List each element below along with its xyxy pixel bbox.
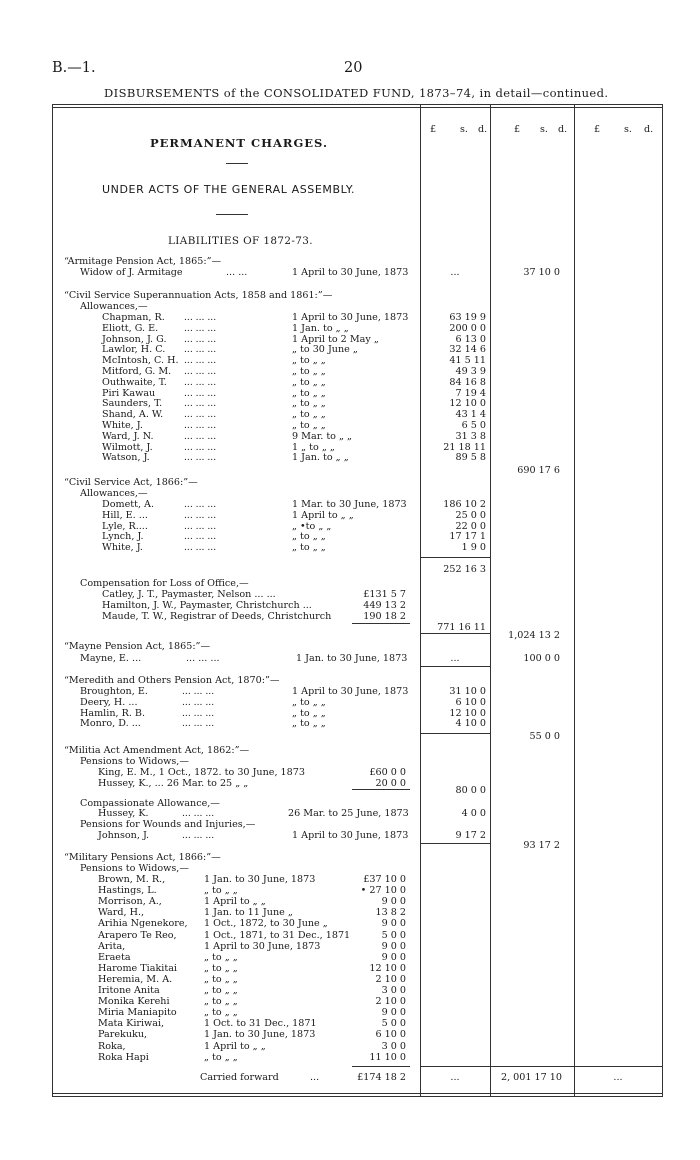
col3-divider xyxy=(574,104,575,1097)
carried-forward-col3: ... xyxy=(613,1072,623,1083)
pensioner-name: Morrison, A., xyxy=(98,896,162,908)
pension-period: 1 April to 2 May „ xyxy=(292,333,379,345)
compensation-amount: £131 5 7 xyxy=(363,589,406,600)
compassionate-label: Compassionate Allowance,— xyxy=(80,798,220,809)
pension-amount: 17 17 1 xyxy=(449,531,486,543)
pension-period: „ to „ „ xyxy=(292,409,326,421)
leader-dots: ... ... ... xyxy=(184,312,217,323)
militia-rule xyxy=(420,843,490,844)
pension-amount: 31 3 8 xyxy=(455,430,486,442)
pension-period: „ to „ „ xyxy=(292,366,326,377)
carried-forward-inner: £174 18 2 xyxy=(357,1072,406,1083)
leader-dots: ... ... ... xyxy=(184,509,217,521)
leader-dots: ... ... ... xyxy=(184,441,217,453)
pensioner-name: Ward, J. N. xyxy=(102,430,154,442)
pension-period: 1 Jan. to „ „ xyxy=(292,452,349,464)
pensioner-name: Roka Hapi xyxy=(98,1051,149,1063)
pension-amount: 43 1 4 xyxy=(455,409,486,421)
pension-amount: 49 3 9 xyxy=(455,366,486,377)
civil-1866-total: 1,024 13 2 xyxy=(508,630,560,641)
pension-amount: 11 10 0 xyxy=(369,1051,406,1063)
militia-widow-amount: 20 0 0 xyxy=(375,778,406,789)
pension-amount: 13 8 2 xyxy=(375,907,406,919)
pensioner-name: Chapman, R. xyxy=(102,312,165,323)
col1-pence: d. xyxy=(478,124,488,135)
militia-widow-total: 80 0 0 xyxy=(455,785,486,796)
leader-dots: ... ... ... xyxy=(184,387,217,399)
pension-period: „ to „ „ xyxy=(204,996,238,1008)
pension-period: „ to „ „ xyxy=(292,355,326,367)
heading-rule-2 xyxy=(216,214,248,215)
pension-period: 1 Oct., 1871, to 31 Dec., 1871 xyxy=(204,929,351,941)
table-bottom-rule xyxy=(52,1093,662,1094)
wounds-amount: 9 17 2 xyxy=(455,830,486,841)
compensation-entry: Maude, T. W., Registrar of Deeds, Christchurch xyxy=(102,610,332,622)
carried-forward-label: Carried forward xyxy=(200,1072,279,1083)
page-title: DISBURSEMENTS of the CONSOLIDATED FUND, 1873–74, in detail—continued. xyxy=(104,86,609,100)
pensioner-name: Arihia Ngenekore, xyxy=(98,918,188,930)
wounds-name: Johnson, J. xyxy=(98,830,150,841)
mayne-dots: ... ... ... xyxy=(186,653,220,664)
military-widows: Pensions to Widows,— xyxy=(80,863,189,874)
pension-period: „ to „ „ xyxy=(292,387,326,399)
pensioner-name: Ward, H., xyxy=(98,907,145,919)
carried-forward-dots: ... xyxy=(310,1072,320,1083)
pension-period: „ to „ „ xyxy=(292,398,326,410)
leader-dots: ... ... ... xyxy=(182,696,215,708)
meredith-rule xyxy=(420,733,490,734)
leader-dots: ... ... ... xyxy=(184,366,217,377)
mayne-period: 1 Jan. to 30 June, 1873 xyxy=(296,653,408,664)
pension-period: 1 Jan. to „ „ xyxy=(292,322,349,334)
armitage-act: “Armitage Pension Act, 1865:”— xyxy=(64,256,222,267)
table-top-rule xyxy=(52,104,662,105)
col1-shillings: s. xyxy=(460,124,468,135)
pension-period: „ to „ „ xyxy=(292,718,326,730)
pension-amount: 9 0 0 xyxy=(381,896,406,908)
col2-pence: d. xyxy=(558,124,568,135)
civil-1866-act: “Civil Service Act, 1866:”— xyxy=(64,477,198,488)
armitage-col2: 37 10 0 xyxy=(523,267,560,278)
liabilities-heading: LIABILITIES OF 1872-73. xyxy=(168,235,314,247)
pensioner-name: Brown, M. R., xyxy=(98,874,166,885)
pensioner-name: Eliott, G. E. xyxy=(102,322,159,334)
pensioner-name: Lawlor, H. C. xyxy=(102,344,166,356)
civil-1866-allowances: Allowances,— xyxy=(80,488,148,499)
pensioner-name: Heremia, M. A. xyxy=(98,973,173,985)
pension-period: 9 Mar. to „ „ xyxy=(292,430,352,442)
pension-amount: 9 0 0 xyxy=(381,918,406,930)
civil-super-allowances: Allowances,— xyxy=(80,301,148,312)
pension-amount: 32 14 6 xyxy=(449,344,486,356)
pension-period: „ to „ „ xyxy=(204,1007,238,1019)
military-act: “Military Pensions Act, 1866:”— xyxy=(64,852,221,863)
civil-1866-rule-2 xyxy=(420,633,490,634)
militia-widow-row: King, E. M., 1 Oct., 1872. to 30 June, 1873 xyxy=(98,767,305,778)
pension-period: „ to „ „ xyxy=(204,962,238,974)
militia-total: 93 17 2 xyxy=(523,840,560,851)
pensioner-name: Hastings, L. xyxy=(98,885,157,897)
pension-amount: 12 10 0 xyxy=(449,707,486,719)
document-code: B.—1. xyxy=(52,60,96,76)
civil-super-act: “Civil Service Superannuation Acts, 1858 and 1861:”— xyxy=(64,290,333,301)
armitage-col1: ... xyxy=(450,267,460,278)
pension-period: „ to „ „ xyxy=(292,531,326,543)
pensioner-name: Arapero Te Reo, xyxy=(98,929,177,941)
col3-pence: d. xyxy=(644,124,654,135)
pensioner-name: Lynch, J. xyxy=(102,531,144,543)
pension-amount: 4 10 0 xyxy=(455,718,486,730)
militia-widow-rule xyxy=(352,789,410,790)
compassionate-name: Hussey, K. xyxy=(98,808,149,819)
wounds-dots: ... ... ... xyxy=(182,830,215,841)
pensioner-name: Iritone Anita xyxy=(98,985,160,996)
leader-dots: ... ... ... xyxy=(184,542,217,554)
pension-amount: 6 10 0 xyxy=(455,696,486,708)
militia-widow-amount: £60 0 0 xyxy=(369,767,406,778)
pensioner-name: Deery, H. ... xyxy=(80,696,138,708)
pension-amount: 7 19 4 xyxy=(455,387,486,399)
pension-amount: 1 9 0 xyxy=(461,542,486,554)
pensioner-name: Piri Kawau xyxy=(102,387,156,399)
footer-rule xyxy=(420,1066,662,1067)
pension-amount: 2 10 0 xyxy=(375,996,406,1008)
heading-rule-1 xyxy=(226,163,248,164)
pension-amount: 89 5 8 xyxy=(455,452,486,464)
pension-amount: 6 5 0 xyxy=(461,420,486,431)
leader-dots: ... ... ... xyxy=(184,355,217,367)
pensioner-name: Watson, J. xyxy=(102,452,150,464)
armitage-period: 1 April to 30 June, 1873 xyxy=(292,267,409,278)
carried-forward-col1: ... xyxy=(450,1072,460,1083)
pension-period: 1 Jan. to 30 June, 1873 xyxy=(204,1029,316,1041)
pension-amount: 2 10 0 xyxy=(375,973,406,985)
leader-dots: ... ... ... xyxy=(184,376,217,388)
leader-dots: ... ... ... xyxy=(184,409,217,421)
pension-period: 1 April to 30 June, 1873 xyxy=(204,940,321,952)
pension-period: 1 April to 30 June, 1873 xyxy=(292,686,409,697)
pensioner-name: Wilmott, J. xyxy=(102,441,153,453)
pension-period: 1 Jan. to 30 June, 1873 xyxy=(204,874,316,885)
pension-amount: 5 0 0 xyxy=(381,929,406,941)
compensation-entry: Hamilton, J. W., Paymaster, Christchurch ... xyxy=(102,599,312,611)
pensioner-name: Shand, A. W. xyxy=(102,409,164,421)
pensioner-name: Miria Maniapito xyxy=(98,1007,177,1019)
pension-amount: 3 0 0 xyxy=(381,1040,406,1052)
compassionate-amount: 4 0 0 xyxy=(461,808,486,819)
militia-widow-row: Hussey, K., ... 26 Mar. to 25 „ „ xyxy=(98,778,249,789)
mayne-col1: ... xyxy=(450,653,460,664)
pensioner-name: Broughton, E. xyxy=(80,686,148,697)
pensioner-name: Arita, xyxy=(98,940,126,952)
pension-period: 1 Mar. to 30 June, 1873 xyxy=(292,499,407,510)
pensioner-name: Mata Kiriwai, xyxy=(98,1018,165,1030)
pension-period: „ to „ „ xyxy=(292,376,326,388)
col2-divider xyxy=(490,104,491,1097)
col1-pounds: £ xyxy=(430,124,437,135)
wounds-period: 1 April to 30 June, 1873 xyxy=(292,830,409,841)
col3-shillings: s. xyxy=(624,124,632,135)
pension-amount: 25 0 0 xyxy=(455,509,486,521)
pension-period: „ to „ „ xyxy=(204,973,238,985)
leader-dots: ... ... ... xyxy=(184,452,217,464)
col2-pounds: £ xyxy=(514,124,521,135)
table-top-rule-2 xyxy=(52,107,662,108)
pension-amount: 22 0 0 xyxy=(455,520,486,532)
pension-amount: £37 10 0 xyxy=(363,874,406,885)
page-number: 20 xyxy=(344,60,363,76)
militia-act: “Militia Act Amendment Act, 1862:”— xyxy=(64,745,250,756)
pensioner-name: Outhwaite, T. xyxy=(102,376,167,388)
militia-widows: Pensions to Widows,— xyxy=(80,756,189,767)
pensioner-name: Monika Kerehi xyxy=(98,996,170,1008)
pension-period: „ to „ „ xyxy=(292,696,326,708)
compensation-amount: 190 18 2 xyxy=(363,610,406,622)
compensation-label: Compensation for Loss of Office,— xyxy=(80,578,249,589)
pension-amount: 41 5 11 xyxy=(449,355,486,367)
pension-amount: 12 10 0 xyxy=(369,962,406,974)
compassionate-dots: ... ... ... xyxy=(182,808,215,819)
leader-dots: ... ... ... xyxy=(184,398,217,410)
mayne-rule xyxy=(420,666,490,667)
pension-amount: 84 16 8 xyxy=(449,376,486,388)
compensation-entry: Catley, J. T., Paymaster, Nelson ... ... xyxy=(102,589,276,600)
pension-period: 1 April to 30 June, 1873 xyxy=(292,312,409,323)
table-right-border xyxy=(662,104,663,1097)
pension-amount: 3 0 0 xyxy=(381,985,406,996)
col2-shillings: s. xyxy=(540,124,548,135)
leader-dots: ... ... ... xyxy=(184,322,217,334)
pensioner-name: Saunders, T. xyxy=(102,398,163,410)
pension-period: 1 April to „ „ xyxy=(204,1040,266,1052)
pensioner-name: Hamlin, R. B. xyxy=(80,707,146,719)
pension-amount: 200 0 0 xyxy=(449,322,486,334)
pensioner-name: Mitford, G. M. xyxy=(102,366,172,377)
leader-dots: ... ... ... xyxy=(184,344,217,356)
pensioner-name: Hill, E. ... xyxy=(102,509,148,521)
leader-dots: ... ... ... xyxy=(184,499,217,510)
pension-amount: 9 0 0 xyxy=(381,1007,406,1019)
armitage-name: Widow of J. Armitage xyxy=(80,267,183,278)
pensioner-name: Domett, A. xyxy=(102,499,155,510)
pension-amount: 5 0 0 xyxy=(381,1018,406,1030)
pension-period: „ to „ „ xyxy=(204,985,238,996)
meredith-total: 55 0 0 xyxy=(529,731,560,742)
pension-amount: 186 10 2 xyxy=(443,499,486,510)
pension-amount: 6 13 0 xyxy=(455,333,486,345)
leader-dots: ... ... ... xyxy=(184,333,217,345)
pension-period: „ to „ „ xyxy=(292,420,326,431)
col3-pounds: £ xyxy=(594,124,601,135)
pensioner-name: Monro, D. ... xyxy=(80,718,141,730)
carried-forward-col2: 2, 001 17 10 xyxy=(500,1072,562,1083)
leader-dots: ... ... ... xyxy=(184,520,217,532)
pensioner-name: McIntosh, C. H. xyxy=(102,355,179,367)
leader-dots: ... ... ... xyxy=(184,420,217,431)
pension-period: 1 Oct., 1872, to 30 June „ xyxy=(204,918,328,930)
pension-period: 1 „ to „ „ xyxy=(292,441,335,453)
civil-super-total: 690 17 6 xyxy=(517,465,560,476)
leader-dots: ... ... ... xyxy=(184,531,217,543)
pension-amount: • 27 10 0 xyxy=(360,885,406,897)
mayne-name: Mayne, E. ... xyxy=(80,653,142,664)
pension-amount: 63 19 9 xyxy=(449,312,486,323)
pension-amount: 9 0 0 xyxy=(381,940,406,952)
pensioner-name: Roka, xyxy=(98,1040,126,1052)
col1-divider xyxy=(420,104,421,1097)
pension-period: 1 Jan. to 11 June „ xyxy=(204,907,293,919)
meredith-act: “Meredith and Others Pension Act, 1870:”— xyxy=(64,675,280,686)
pension-amount: 6 10 0 xyxy=(375,1029,406,1041)
leader-dots: ... ... ... xyxy=(182,686,215,697)
military-rule xyxy=(352,1066,410,1067)
wounds-label: Pensions for Wounds and Injuries,— xyxy=(80,819,256,830)
pensioner-name: Eraeta xyxy=(98,951,131,963)
pensioner-name: Johnson, J. G. xyxy=(102,333,167,345)
pension-period: „ to „ „ xyxy=(204,951,238,963)
leader-dots: ... ... ... xyxy=(184,430,217,442)
permanent-charges-heading: PERMANENT CHARGES. xyxy=(150,136,328,150)
table-bottom-rule-2 xyxy=(52,1096,662,1097)
acts-heading: UNDER ACTS OF THE GENERAL ASSEMBLY. xyxy=(102,183,356,196)
pension-period: „ to „ „ xyxy=(204,885,238,897)
pension-amount: 9 0 0 xyxy=(381,951,406,963)
pensioner-name: White, J. xyxy=(102,542,143,554)
mayne-col2: 100 0 0 xyxy=(523,653,560,664)
pension-amount: 21 18 11 xyxy=(443,441,486,453)
civil-1866-subtotal: 252 16 3 xyxy=(443,564,486,575)
pension-period: 1 April to „ „ xyxy=(292,509,354,521)
armitage-dots: ... ... xyxy=(226,267,248,278)
compassionate-period: 26 Mar. to 25 June, 1873 xyxy=(288,808,409,819)
pension-period: „ to 30 June „ xyxy=(292,344,358,356)
mayne-act: “Mayne Pension Act, 1865:”— xyxy=(64,641,211,652)
pensioner-name: Lyle, R.... xyxy=(102,520,148,532)
compensation-rule xyxy=(352,623,410,624)
pension-period: „ to „ „ xyxy=(204,1051,238,1063)
leader-dots: ... ... ... xyxy=(182,707,215,719)
compensation-amount: 449 13 2 xyxy=(363,599,406,611)
compensation-total: 771 16 11 xyxy=(437,622,486,633)
table-left-border xyxy=(52,104,53,1097)
pension-amount: 31 10 0 xyxy=(449,686,486,697)
pension-period: „ to „ „ xyxy=(292,707,326,719)
pensioner-name: Parekuku, xyxy=(98,1029,148,1041)
civil-1866-rule xyxy=(420,557,490,558)
pension-period: 1 Oct. to 31 Dec., 1871 xyxy=(204,1018,317,1030)
pensioner-name: White, J. xyxy=(102,420,143,431)
pension-period: 1 April to „ „ xyxy=(204,896,266,908)
pensioner-name: Harome Tiakitai xyxy=(98,962,177,974)
leader-dots: ... ... ... xyxy=(182,718,215,730)
pension-period: „ •to „ „ xyxy=(292,520,332,532)
pension-amount: 12 10 0 xyxy=(449,398,486,410)
pension-period: „ to „ „ xyxy=(292,542,326,554)
